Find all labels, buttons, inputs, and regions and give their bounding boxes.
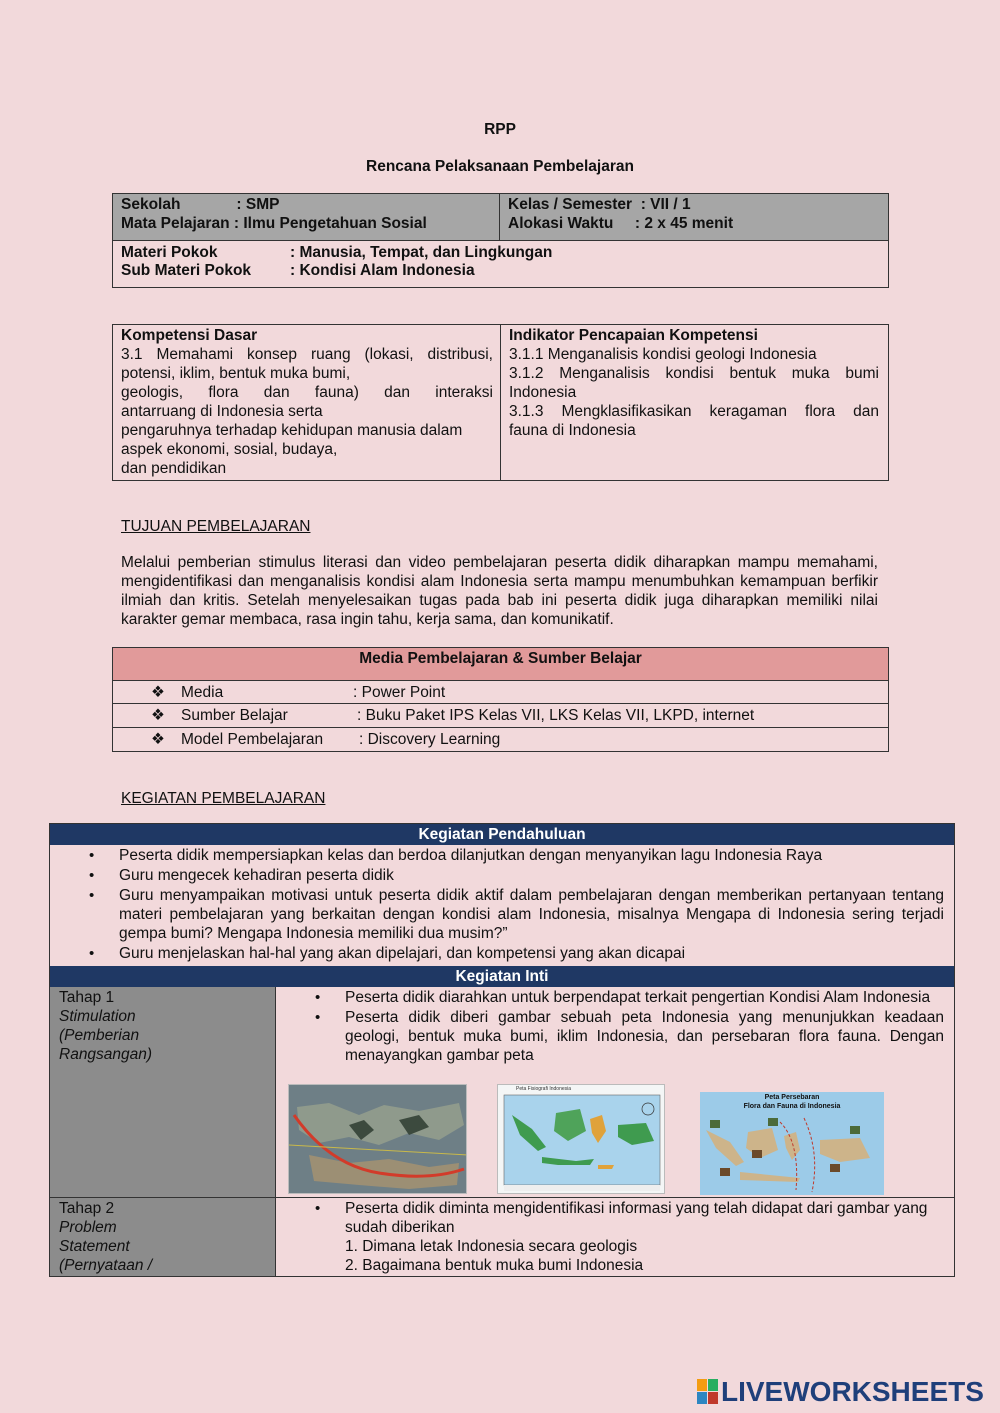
tahap1-name: Rangsangan) xyxy=(59,1046,153,1063)
pendahuluan-list xyxy=(89,846,944,963)
ipk-cell xyxy=(509,326,879,440)
media-row-label: Model Pembelajaran xyxy=(181,731,324,748)
media-row-label: Sumber Belajar xyxy=(181,707,288,724)
flora-fauna-map-image xyxy=(700,1092,884,1195)
media-heading: Media Pembelajaran & Sumber Belajar xyxy=(113,648,888,681)
list-item xyxy=(315,988,944,1007)
kd-cell xyxy=(121,326,493,478)
list-item xyxy=(89,886,944,943)
identity-left-header xyxy=(113,194,500,241)
ipk-line: 3.1.2 Menganalisis kondisi bentuk muka bumi xyxy=(509,365,879,382)
media-row-value: : Power Point xyxy=(353,684,446,701)
kd-heading: Kompetensi Dasar xyxy=(121,327,258,344)
tahap2-name: (Pernyataan / xyxy=(59,1257,153,1274)
liveworksheets-logo-text: LIVEWORKSHEETS xyxy=(721,1376,984,1407)
identity-right-header xyxy=(500,194,888,241)
media-row-value: : Buku Paket IPS Kelas VII, LKS Kelas VII, LKPD, internet xyxy=(357,707,755,724)
kd-line: dan pendidikan xyxy=(121,460,227,477)
list-item xyxy=(89,944,944,963)
liveworksheets-logo-mark xyxy=(697,1379,719,1405)
tahap2-content xyxy=(315,1199,944,1275)
kegiatan-heading: KEGIATAN PEMBELAJARAN xyxy=(121,790,326,807)
page-title: RPP xyxy=(484,121,516,138)
diamond-bullet-icon: ❖ xyxy=(151,731,165,748)
list-item-text: Peserta didik diberi gambar sebuah peta Indonesia yang menunjukkan keadaan geologi, bentuk muka bumi, iklim Indonesia, dan persebaran flora fauna. Dengan menayangkan gambar peta xyxy=(345,1009,944,1064)
list-item xyxy=(315,1008,944,1065)
tahap2-number: Tahap 2 xyxy=(59,1200,115,1217)
kd-line: 3.1 Memahami konsep ruang (lokasi, distribusi, xyxy=(121,346,493,363)
tahap2-name: Problem xyxy=(59,1219,117,1236)
sub-materi-value: : Kondisi Alam Indonesia xyxy=(290,262,475,279)
media-row-value: : Discovery Learning xyxy=(359,731,501,748)
kd-line: pengaruhnya terhadap kehidupan manusia dalam xyxy=(121,422,463,439)
tahap1-content xyxy=(276,987,954,1198)
tujuan-paragraph: Melalui pemberian stimulus literasi dan video pembelajaran peserta didik diharapkan mampu memahami, mengidentifikasi dan menganalisis kondisi alam Indonesia serta mampu menumbuhkan kemampuan berfikir ilmiah dan kritis. Setelah menyelesaikan tugas pada bab ini peserta didik juga diharapkan memiliki nilai karakter gemar membaca, rasa ingin tahu, kerja sama, dan komunikatif. xyxy=(121,554,878,628)
bullet-icon: • xyxy=(315,1200,321,1217)
fisiografi-map-graphic xyxy=(498,1085,665,1194)
flora-fauna-map-graphic xyxy=(700,1092,884,1195)
identity-table xyxy=(112,193,889,288)
media-row-label: Media xyxy=(181,684,224,701)
diamond-bullet-icon: ❖ xyxy=(151,707,165,724)
tahap1-cell xyxy=(50,987,276,1198)
kd-line: antarruang di Indonesia serta xyxy=(121,403,323,420)
alokasi-text: Alokasi Waktu : 2 x 45 menit xyxy=(508,215,734,232)
bullet-icon: • xyxy=(315,989,321,1006)
media-table xyxy=(112,647,889,752)
bullet-icon: • xyxy=(89,887,95,904)
list-item-text: Peserta didik diminta mengidentifikasi informasi yang telah didapat dari gambar yang sudah diberikan xyxy=(345,1200,928,1236)
media-row xyxy=(113,681,888,704)
pendahuluan-header: Kegiatan Pendahuluan xyxy=(50,824,954,845)
media-row xyxy=(113,704,888,728)
fisiografi-map-image xyxy=(497,1084,665,1194)
tahap2-name: Statement xyxy=(59,1238,130,1255)
kd-line: geologis, flora dan fauna) dan interaksi xyxy=(121,384,493,401)
list-item xyxy=(315,1199,944,1237)
kd-line: potensi, iklim, bentuk muka bumi, xyxy=(121,365,351,382)
tujuan-heading: TUJUAN PEMBELAJARAN xyxy=(121,518,311,535)
tahap1-name: (Pemberian xyxy=(59,1027,140,1044)
ipk-line: fauna di Indonesia xyxy=(509,422,636,439)
kompetensi-divider xyxy=(500,325,501,480)
question-line: 1. Dimana letak Indonesia secara geologis xyxy=(345,1238,638,1255)
bullet-icon: • xyxy=(89,867,95,884)
diamond-bullet-icon: ❖ xyxy=(151,684,165,701)
tahap1-list xyxy=(315,988,944,1065)
geologi-map-image xyxy=(288,1084,467,1194)
question-line: 2. Bagaimana bentuk muka bumi Indonesia xyxy=(345,1257,644,1274)
geologi-map-graphic xyxy=(289,1085,467,1194)
ipk-line: 3.1.3 Mengklasifikasikan keragaman flora dan xyxy=(509,403,879,420)
list-item-text: Peserta didik mempersiapkan kelas dan berdoa dilanjutkan dengan menyanyikan lagu Indonesia Raya xyxy=(119,847,823,864)
kd-line: aspek ekonomi, sosial, budaya, xyxy=(121,441,338,458)
ipk-line: Indonesia xyxy=(509,384,577,401)
materi-value: : Manusia, Tempat, dan Lingkungan xyxy=(290,244,553,261)
map-title: Peta Persebaran xyxy=(764,1094,820,1101)
tahap1-name: Stimulation xyxy=(59,1008,136,1025)
map-title: Peta Fisiografi Indonesia xyxy=(516,1086,572,1092)
sub-materi-label: Sub Materi Pokok xyxy=(121,262,252,279)
inti-header: Kegiatan Inti xyxy=(50,966,954,987)
kompetensi-table xyxy=(112,324,889,481)
ipk-heading: Indikator Pencapaian Kompetensi xyxy=(509,327,758,344)
map-title: Flora dan Fauna di Indonesia xyxy=(743,1103,841,1110)
page-subtitle: Rencana Pelaksanaan Pembelajaran xyxy=(366,158,634,175)
logo-mark-graphic xyxy=(697,1379,719,1405)
bullet-icon: • xyxy=(89,945,95,962)
kegiatan-table xyxy=(49,823,955,1277)
list-item-text: Peserta didik diarahkan untuk berpendapat terkait pengertian Kondisi Alam Indonesia xyxy=(345,989,931,1006)
tahap1-number: Tahap 1 xyxy=(59,989,115,1006)
tahap2-cell xyxy=(50,1198,276,1276)
list-item-text: Guru menyampaikan motivasi untuk peserta didik aktif dalam pembelajaran dengan memberikan pertanyaan tentang materi pembelajaran yang berkaitan dengan kondisi alam Indonesia, misalnya Mengapa di Indonesia sering terjadi gempa bumi? Mengapa Indonesia memiliki dua musim?” xyxy=(119,887,944,942)
list-item-text: Guru mengecek kehadiran peserta didik xyxy=(119,867,394,884)
list-item xyxy=(89,846,944,865)
list-item xyxy=(89,866,944,885)
ipk-line: 3.1.1 Menganalisis kondisi geologi Indonesia xyxy=(509,346,817,363)
kelas-text: Kelas / Semester : VII / 1 xyxy=(508,196,691,213)
list-item-text: Guru menjelaskan hal-hal yang akan dipelajari, dan kompetensi yang akan dicapai xyxy=(119,945,686,962)
materi-label: Materi Pokok xyxy=(121,244,218,261)
media-row xyxy=(113,728,888,751)
sekolah-text: Sekolah : SMP xyxy=(121,196,280,213)
bullet-icon: • xyxy=(315,1009,321,1026)
mapel-text: Mata Pelajaran : Ilmu Pengetahuan Sosial xyxy=(121,215,427,232)
bullet-icon: • xyxy=(89,847,95,864)
